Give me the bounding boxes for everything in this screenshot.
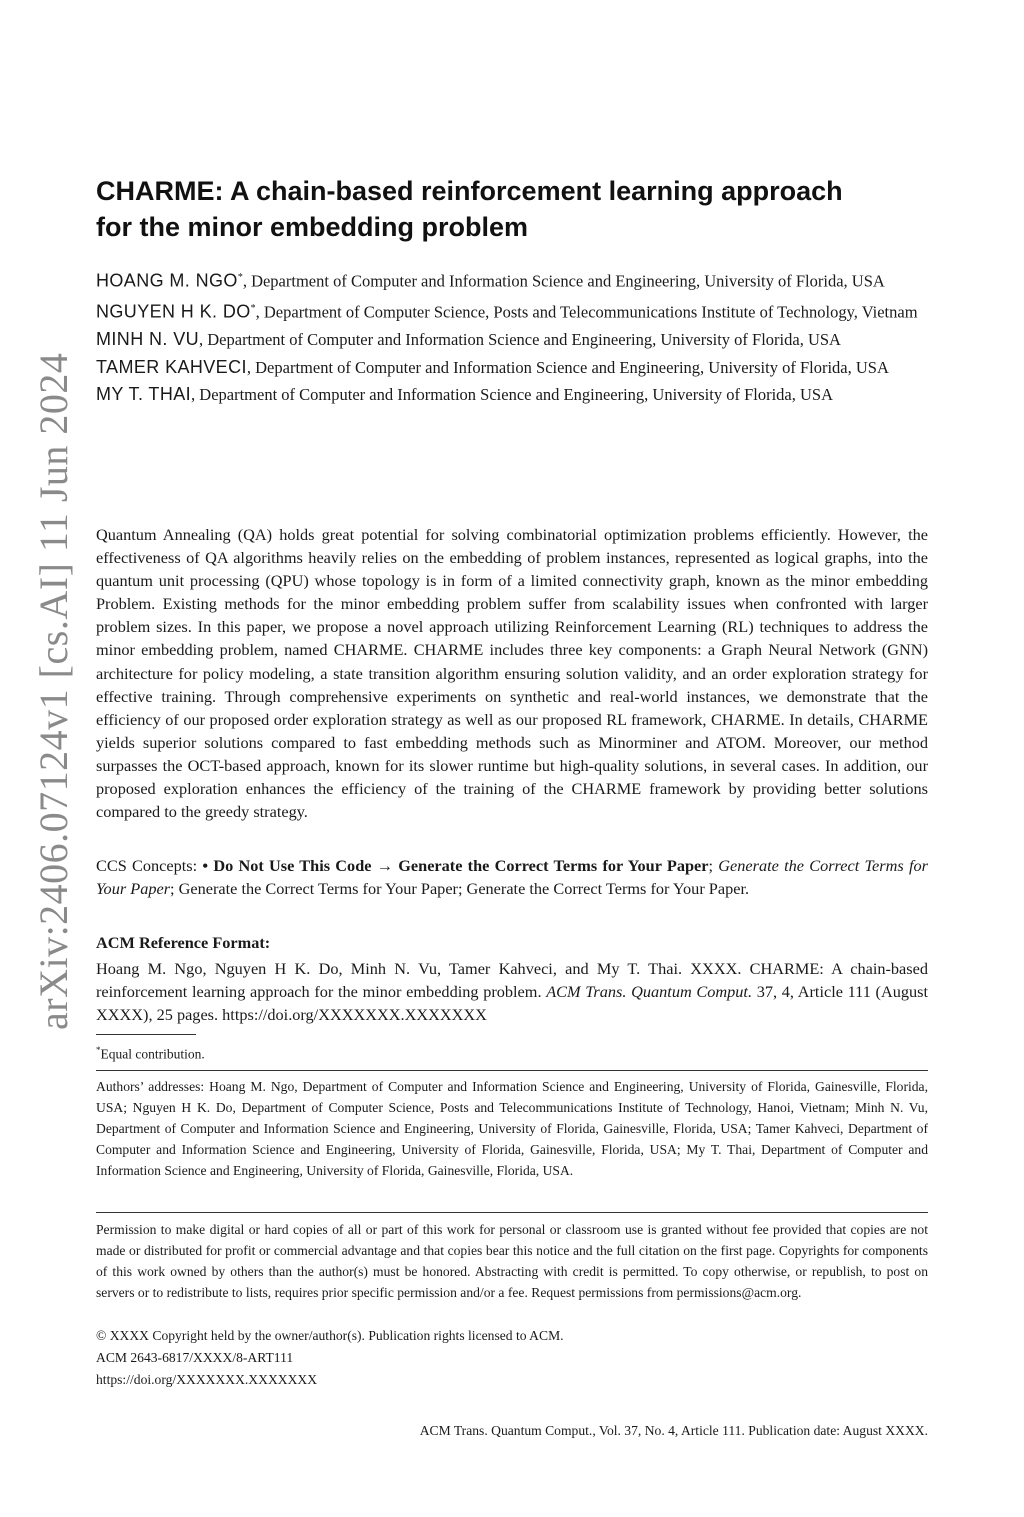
title-line-1: CHARME: A chain-based reinforcement learning approach — [96, 176, 843, 206]
author-entry — [96, 354, 928, 382]
author-entry — [96, 326, 928, 354]
page-footer: ACM Trans. Quantum Comput., Vol. 37, No. 4, Article 111. Publication date: August XXXX. — [419, 1423, 928, 1438]
title-line-2: for the minor embedding problem — [96, 212, 529, 242]
author-mark: * — [250, 303, 256, 314]
author-name: HOANG M. NGO — [96, 270, 238, 291]
ccs-concepts — [96, 854, 928, 900]
reference-heading: ACM Reference Format: — [96, 933, 271, 952]
ccs-label: CCS Concepts: — [96, 856, 203, 875]
author-entry — [96, 381, 928, 409]
author-affiliation: , Department of Computer Science, Posts and Telecommunications Institute of Technology, Vietnam — [255, 302, 918, 322]
copyright-line: © XXXX Copyright held by the owner/author(s). Publication rights licensed to ACM. — [96, 1328, 564, 1343]
ccs-italic-term: Generate the Correct Terms for Your Paper — [96, 856, 928, 899]
author-affiliation: , Department of Computer and Information Science and Engineering, University of Florida, USA — [246, 357, 889, 377]
author-affiliation: , Department of Computer and Information Science and Engineering, University of Florida, USA — [199, 330, 841, 349]
author-mark: * — [237, 272, 243, 283]
author-name: NGUYEN H K. DO — [96, 301, 251, 322]
author-name: MINH N. VU — [96, 329, 199, 349]
author-name: TAMER KAHVECI — [96, 356, 247, 377]
reference-format — [96, 957, 928, 1026]
ccs-rest: ; Generate the Correct Terms for Your Paper; Generate the Correct Terms for Your Paper. — [170, 879, 750, 899]
divider — [96, 1070, 928, 1071]
issn-line: ACM 2643-6817/XXXX/8-ART111 — [96, 1350, 294, 1365]
authors-addresses: Authors’ addresses: Hoang M. Ngo, Department of Computer and Information Science and Engineering, University of Florida, Gainesville, Florida, USA; Nguyen H K. Do, Department of Computer Science, Posts and Telecommunications Institute of Technology, Hanoi, Vietnam; Minh N. Vu, Department of Computer and Information Science and Engineering, University of Florida, Gainesville, Florida, USA; Tamer Kahveci, Department of Computer and Information Science and Engineering, University of Florida, Gainesville, Florida, USA; My T. Thai, Department of Computer and Information Science and Engineering, University of Florida, Gainesville, Florida, USA. — [96, 1079, 928, 1178]
paper-title — [96, 173, 928, 245]
divider — [96, 1212, 928, 1213]
reference-part-1: Hoang M. Ngo, Nguyen H K. Do, Minh N. Vu, Tamer Kahveci, and My T. Thai. XXXX. CHARME: A chain-based reinforcement learning approach for the minor embedding problem. — [96, 959, 928, 1002]
author-name: MY T. THAI — [96, 384, 192, 404]
doi-link[interactable]: https://doi.org/XXXXXXX.XXXXXXX — [96, 1372, 318, 1387]
author-list — [96, 264, 928, 409]
reference-journal: ACM Trans. Quantum Comput. — [546, 982, 753, 1002]
arxiv-stamp: arXiv:2406.07124v1 [cs.AI] 11 Jun 2024 — [31, 352, 76, 1030]
ccs-bold-term: • Do Not Use This Code → Generate the Correct Terms for Your Paper — [202, 856, 709, 875]
footnote-mark: * — [96, 1045, 101, 1055]
abstract: Quantum Annealing (QA) holds great potential for solving combinatorial optimization problems efficiently. However, the effectiveness of QA algorithms heavily relies on the embedding of problem instances, represented as logical graphs, into the quantum unit processing (QPU) whose topology is in form of a limited connectivity graph, known as the minor embedding Problem. Existing methods for the minor embedding problem suffer from scalability issues when confronted with larger problem sizes. In this paper, we propose a novel approach utilizing Reinforcement Learning (RL) techniques to address the minor embedding problem, named CHARME. CHARME includes three key components: a Graph Neural Network (GNN) architecture for policy modeling, a state transition algorithm ensuring solution validity, and an order exploration strategy for effective training. Through comprehensive experiments on synthetic and real-world instances, we demonstrate that the efficiency of our proposed order exploration strategy as well as our proposed RL framework, CHARME. In details, CHARME yields superior solutions compared to fast embedding methods such as Minorminer and ATOM. Moreover, our method surpasses the OCT-based approach, known for its slower runtime but high-quality solutions, in several cases. In addition, our proposed exploration enhances the efficiency of the training of the CHARME framework by providing better solutions compared to the greedy strategy. — [96, 525, 928, 822]
author-entry — [96, 264, 928, 295]
footnote-rule — [96, 1034, 196, 1035]
reference-part-2: 37, 4, Article 111 (August XXXX), 25 pages. https://doi.org/XXXXXXX.XXXXXXX — [96, 982, 928, 1025]
footnote-text: Equal contribution. — [100, 1046, 205, 1062]
ccs-separator: ; — [708, 856, 719, 875]
author-entry — [96, 295, 928, 326]
author-affiliation: , Department of Computer and Information Science and Engineering, University of Florida, USA — [191, 385, 834, 404]
permission-notice: Permission to make digital or hard copies of all or part of this work for personal or classroom use is granted without fee provided that copies are not made or distributed for profit or commercial advantage and that copies bear this notice and the full citation on the first page. Copyrights for components of this work owned by others than the author(s) must be honored. Abstracting with credit is permitted. To copy otherwise, or republish, to post on servers or to redistribute to lists, requires prior specific permission and/or a fee. Request permissions from permissions@acm.org. — [96, 1222, 928, 1300]
author-affiliation: , Department of Computer and Information Science and Engineering, University of Florida, USA — [242, 271, 885, 291]
footnote — [96, 1040, 205, 1065]
